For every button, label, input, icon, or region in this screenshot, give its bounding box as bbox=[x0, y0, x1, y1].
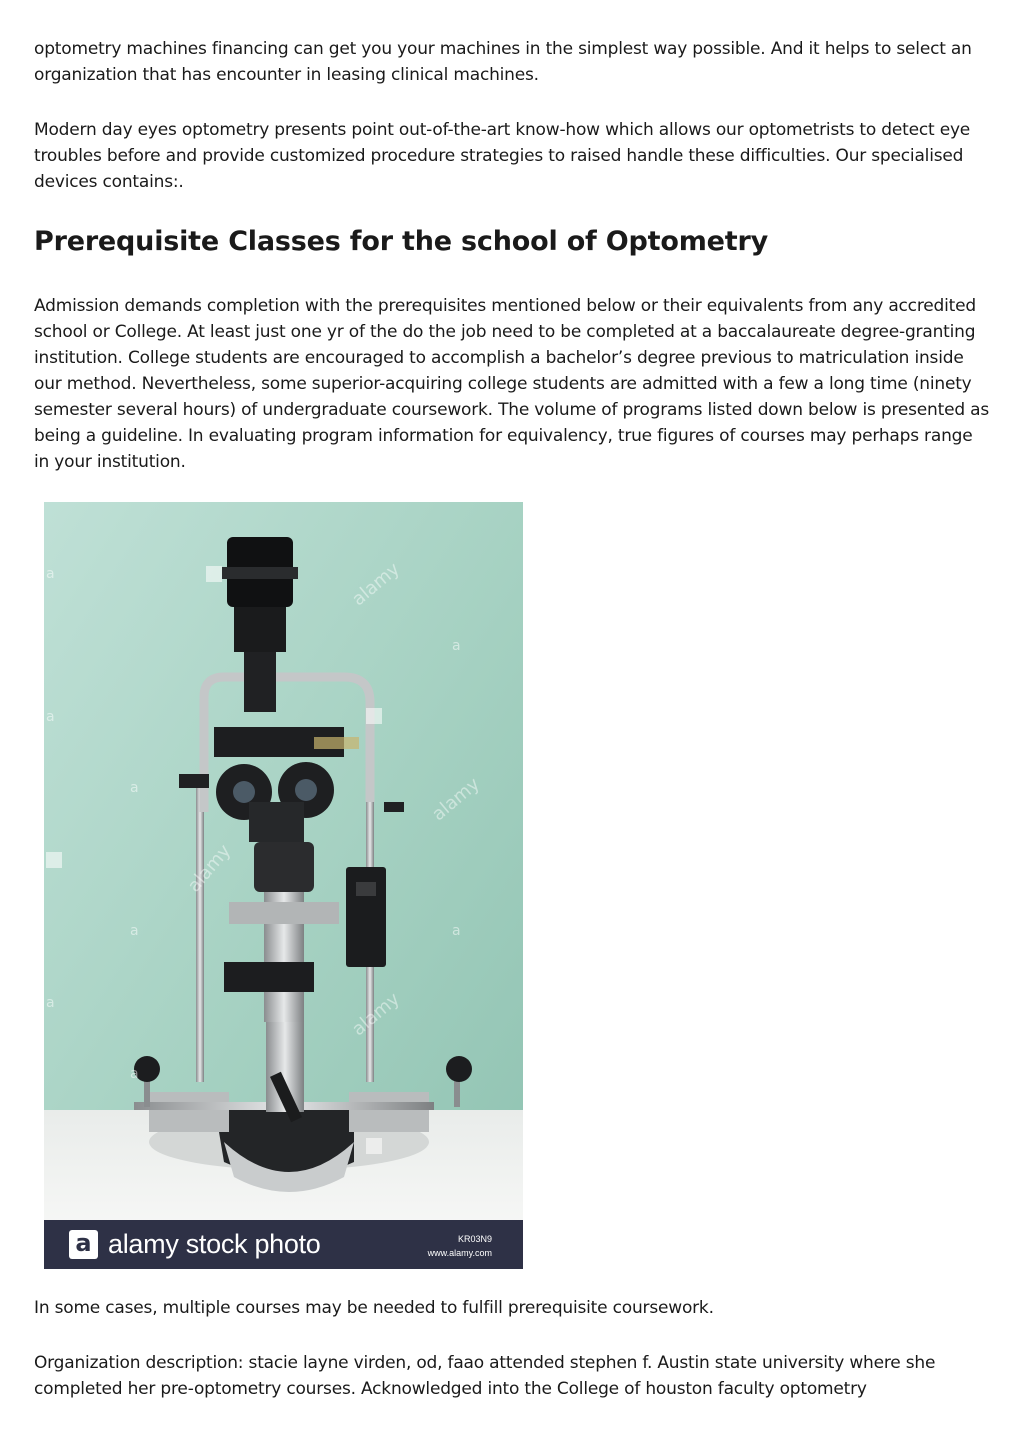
watermark-alamy-1: alamy bbox=[348, 558, 404, 611]
intro-paragraph: optometry machines financing can get you your machines in the simplest way possible. And it helps to select an organization that has encounter in leasing clinical machines. bbox=[34, 39, 972, 85]
multiple-courses-paragraph: In some cases, multiple courses may be needed to fulfill prerequisite coursework. bbox=[34, 1298, 714, 1318]
watermark-letter-1: a bbox=[46, 566, 55, 582]
photo-credit-bar bbox=[44, 1220, 523, 1269]
watermark-alamy-2: alamy bbox=[428, 773, 484, 826]
admission-paragraph: Admission demands completion with the prerequisites mentioned below or their equivalents from any accredited school or College. At least just one yr of the do the job need to be completed at a baccalaureate degree-granting institution. College students are encouraged to accomplish a bachelor’s degree previous to matriculation inside our method. Nevertheless, some superior-acquiring college students are admitted with a few a long time (ninety semester several hours) of undergraduate coursework. The volume of programs listed down below is presented as being a guideline. In evaluating program information for equivalency, true figures of courses may perhaps range in your institution. bbox=[34, 296, 990, 472]
watermark-letter-6: a bbox=[452, 923, 461, 939]
photo-credit-url: www.alamy.com bbox=[427, 1248, 492, 1258]
slit-lamp-photo bbox=[44, 502, 523, 1269]
section-heading: Prerequisite Classes for the school of Optometry bbox=[34, 226, 769, 257]
watermark-letter-3: a bbox=[46, 709, 55, 725]
photo-image-id: KR03N9 bbox=[457, 1234, 492, 1244]
watermark-letter-4: a bbox=[130, 780, 139, 796]
slit-lamp-image bbox=[44, 502, 523, 1269]
watermark-letter-7: a bbox=[46, 995, 55, 1011]
watermark-letter-8: a bbox=[130, 1066, 139, 1082]
modern-optometry-paragraph: Modern day eyes optometry presents point out-of-the-art know-how which allows our optometrists to detect eye troubles before and provide customized procedure strategies to raised handle these difficulties. Our specialised devices contains:. bbox=[34, 120, 971, 192]
watermark-letter-2: a bbox=[452, 638, 461, 654]
watermark-alamy-3: alamy bbox=[183, 840, 236, 897]
organization-paragraph: Organization description: stacie layne virden, od, faao attended stephen f. Austin state university where she completed her pre-optometry courses. Acknowledged into the College of houston faculty optometry bbox=[34, 1353, 936, 1399]
photo-credit-text: alamy stock photo bbox=[108, 1229, 321, 1259]
document-page bbox=[34, 36, 990, 1402]
watermark-letter-5: a bbox=[130, 923, 139, 939]
watermark-alamy-4: alamy bbox=[348, 988, 404, 1041]
alamy-logo-icon: a bbox=[69, 1230, 98, 1259]
